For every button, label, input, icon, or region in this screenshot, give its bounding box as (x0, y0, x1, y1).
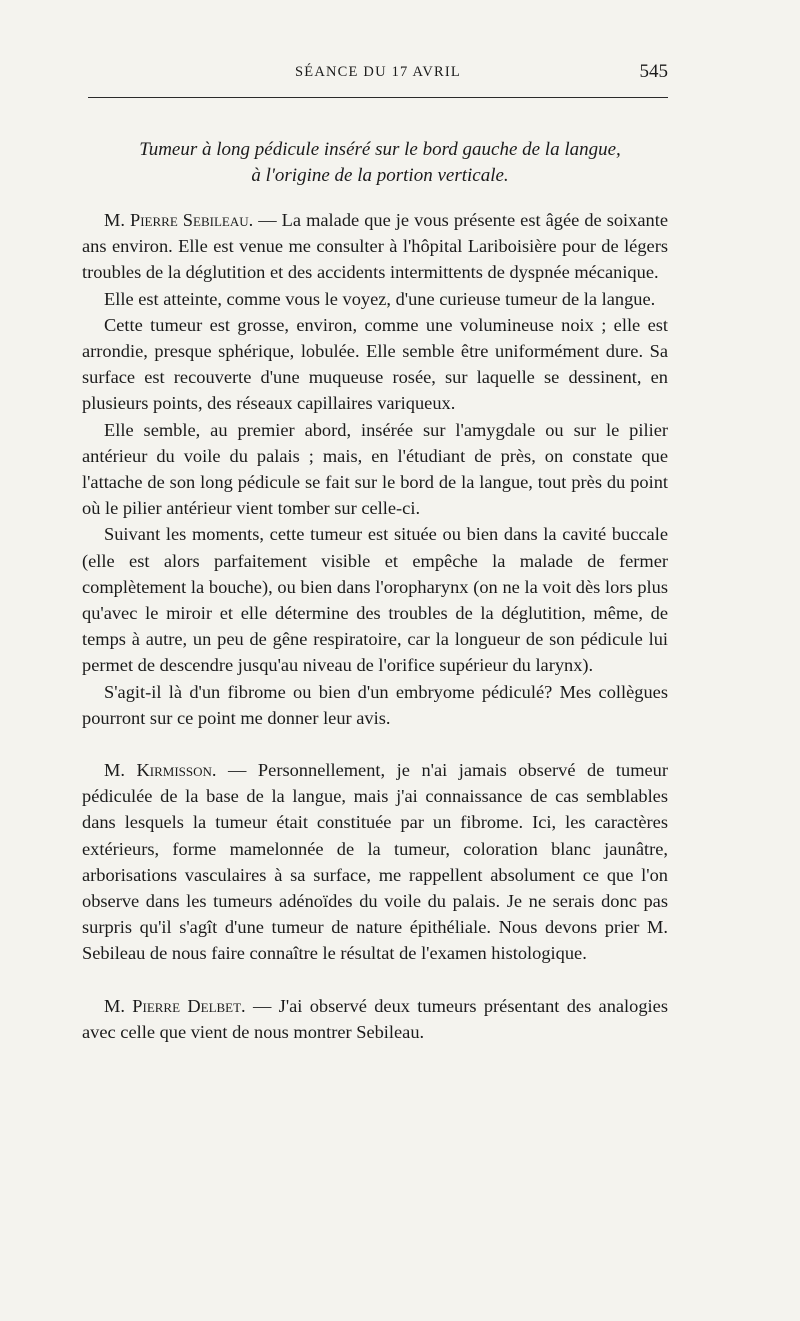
paragraph-delbet (82, 993, 668, 1045)
paragraph-text: — Personnellement, je n'ai jamais observé de tumeur pédiculée de la base de la langue, mais j'ai connaissance de cas semblables dans lesquels la tumeur était constituée par un fibrome. Ici, les caractères extérieurs, forme mamelonnée de la tumeur, coloration blanc jaunâtre, arborisations vasculaires à sa surface, me rappellent absolument ce que l'on observe dans les tumeurs adénoïdes du voile du palais. Je ne serais donc pas surpris qu'il s'agît d'une tumeur de nature épithéliale. Nous devons prier M. Sebileau de nous faire connaître le résultat de l'examen histologique. (82, 760, 668, 964)
paragraph: Suivant les moments, cette tumeur est située ou bien dans la cavité buccale (elle est alors parfaitement visible et empêche la malade de fermer complètement la bouche), ou bien dans l'oropharynx (on ne la voit dès lors plus qu'avec le miroir et elle détermine des troubles de la déglutition, même, de temps à autre, un peu de gêne respiratoire, car la longueur de son pédicule lui permet de descendre jusqu'au niveau de l'orifice supérieur du larynx). (82, 524, 668, 676)
paragraph: S'agit-il là d'un fibrome ou bien d'un embryome pédiculé? Mes collègues pourront sur ce point me donner leur avis. (82, 681, 668, 728)
section-title-line-1: Tumeur à long pédicule inséré sur le bord gauche de la langue, (139, 139, 621, 160)
speaker-name: M. Kirmisson. (104, 760, 217, 781)
paragraph-text: — La malade que je vous présente est âgée de soixante ans environ. Elle est venue me consulter à l'hôpital Lariboisière pour de légers troubles de la déglutition et des accidents intermittents de dyspnée mécanique. (82, 210, 668, 283)
paragraph: Elle semble, au premier abord, insérée sur l'amygdale ou sur le pilier antérieur du voile du palais ; mais, en l'étudiant de près, on constate que l'attache de son long pédicule se fait sur le bord de la langue, tout près du point où le pilier antérieur vient tomber sur celle-ci. (82, 419, 668, 519)
section-title (80, 137, 680, 189)
paragraph-sebileau-intro (82, 207, 668, 286)
running-header (88, 62, 668, 84)
paragraph: Cette tumeur est grosse, environ, comme une volumineuse noix ; elle est arrondie, presque sphérique, lobulée. Elle semble être uniformément dure. Sa surface est recouverte d'une muqueuse rosée, sur laquelle se dessinent, en plusieurs points, des réseaux capillaires variqueux. (82, 314, 668, 414)
header-rule (88, 97, 668, 98)
page-number: 545 (639, 61, 668, 82)
running-title: SÉANCE DU 17 AVRIL (295, 64, 461, 80)
paragraph-text: — J'ai observé deux tumeurs présentant des analogies avec celle que vient de nous montrer Sebileau. (82, 995, 668, 1042)
paragraph-kirmisson (82, 757, 668, 967)
body-text (82, 207, 668, 1045)
speaker-name: M. Pierre Delbet. (104, 995, 246, 1016)
paragraph: Elle est atteinte, comme vous le voyez, d'une curieuse tumeur de la langue. (104, 288, 656, 309)
speaker-name: M. Pierre Sebileau. (104, 210, 254, 230)
section-title-line-2: à l'origine de la portion verticale. (251, 165, 509, 186)
